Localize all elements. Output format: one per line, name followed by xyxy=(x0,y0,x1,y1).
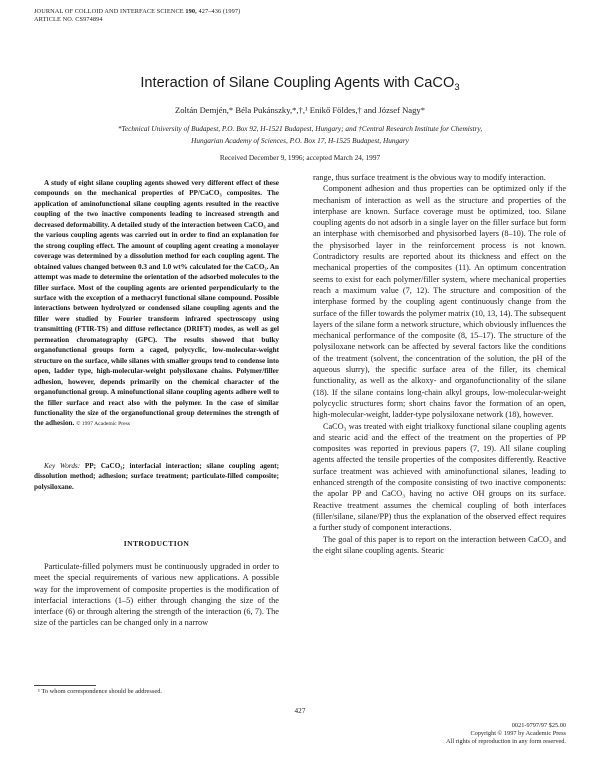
affiliations xyxy=(30,123,570,147)
keywords-label: Key Words: xyxy=(44,462,81,470)
abstract xyxy=(34,178,279,430)
copyright-rights: All rights of reproduction in any form reserved. xyxy=(446,738,566,745)
paper-title-subscript: 3 xyxy=(454,82,460,93)
abstract-text: A study of eight silane coupling agents showed very different effect of these compounds on the mechanical properties of PP/CaCO₃ composites. The application of aminofunctional silane coupling agents resulted in the reactive coupling of the two inactive components leading to increased strength and decreased deformability. A detailed study of the interaction between CaCO₃ and the various coupling agents was carried out in order to find an explanation for the strong coupling effect. The amount of coupling agent creating a monolayer coverage was determined by a dissolution method for each coupling agent. The obtained values changed between 0.3 and 1.0 wt% calculated for the CaCO₃. An attempt was made to determine the orientation of the adsorbed molecules to the filler surface. Most of the coupling agents are oriented perpendicularly to the surface with the exception of a methacryl functional silane compound. Possible interactions between hydrolyzed or condensed silane coupling agents and the filler were studied by Fourier transform infrared spectroscopy using transmitting (FTIR-TS) and diffuse reflectance (DRIFT) modes, as well as gel permeation chromatography (GPC). The results showed that bulky organofunctional groups form a caged, polycyclic, low-molecular-weight structure on the surface, while silanes with smaller groups tend to condense into open, ladder type, high-molecular-weight polysiloxane chains. Polymer/filler adhesion, however, depends primarily on the chemical character of the organofunctional group. A minofunctional silane coupling agents adhere well to the filler surface and react also with the polymer. In the case of similar functionality the size of the organofunctional group determines the strength of the adhesion. xyxy=(34,179,279,428)
affiliation-line-2: Hungarian Academy of Sciences, P.O. Box 17, H-1525 Budapest, Hungary xyxy=(191,136,409,145)
journal-header xyxy=(34,8,240,24)
affiliation-line-1: *Technical University of Budapest, P.O. Box 92, H-1521 Budapest, Hungary; and †Central Research Institute for Chemistry, xyxy=(117,124,483,133)
keywords-text: PP; CaCO₃; interfacial interaction; silane coupling agent; dissolution method; adhesion; surface treatment; particulate-filled composite; polysiloxane. xyxy=(34,462,279,491)
paper-title-main: Interaction of Silane Coupling Agents with CaCO xyxy=(140,75,455,91)
copyright-issn: 0021-9797/97 $25.00 xyxy=(511,722,566,729)
abstract-copyright: © 1997 Academic Press xyxy=(76,421,130,428)
author-list: Zoltán Demjén,* Béla Pukánszky,*,†,¹ Enikő Földes,† and József Nagy* xyxy=(175,105,425,115)
journal-volume: 190, xyxy=(185,8,197,15)
article-number: ARTICLE NO. CS974894 xyxy=(34,16,103,23)
received-date: Received December 9, 1996; accepted March 24, 1997 xyxy=(219,153,381,162)
journal-pages: 427–436 (1997) xyxy=(198,8,241,15)
right-column-paragraph: The goal of this paper is to report on the interaction between CaCO₃ and the eight silane coupling agents. Stearic xyxy=(313,534,566,555)
journal-citation xyxy=(34,8,240,16)
right-column-paragraph: CaCO₃ was treated with eight trialkoxy functional silane coupling agents and stearic acid and the effect of the treatment on the properties of PP composites was reported in previous papers (7, 19). All silane coupling agents affected the tensile properties of the composites differently. Reactive surface treatment was achieved with aminofunctional silanes, leading to enhanced strength of the composite consisting of two inactive components: the apolar PP and CaCO₃ having no active OH groups on its surface. Reactive treatment assumes the chemical coupling of both interfaces (filler/silane, silane/PP) thus the explanation of the observed effect requires a further study of component interactions. xyxy=(313,421,566,533)
paper-title xyxy=(0,75,600,93)
footnote: ¹ To whom correspondence should be addressed. xyxy=(38,688,162,695)
footnote-rule xyxy=(34,685,96,686)
copyright-notice: Copyright © 1997 by Academic Press xyxy=(470,730,566,737)
right-column-paragraph: Component adhesion and thus properties can be optimized only if the mechanism of interaction as well as the structure and properties of the interphase are known. Surface coverage must be optimized, too. Silane coupling agents do not adsorb in a single layer on the filler surface but form an interphase with chemisorbed and physisorbed layers (8–10). The role of the physisorbed layer in the reinforcement process is not known. Contradictory results are reported about its thickness and effect on the mechanical properties of the composites (11). An optimum concentration seems to exist for each polymer/filler system, where mechanical properties reach a maximum value (7, 12). The structure and composition of the interphase formed by the coupling agent continuously change from the surface of the filler towards the polymer matrix (10, 13, 14). The subsequent layers of the silane form a network structure, which obviously influences the mechanical performance of the composite (8, 15–17). The structure of the polysiloxane network can be affected by several factors like the conditions of the treatment (solvent, the concentration of the solution, the pH of the aqueous slurry), the specific surface area of the filler, its chemical functionality, as well as the alkoxy- and organofunctionality of the silane (18). If the silane contains long-chain alkyl groups, low-molecular-weight polycyclic structures form; short chains favor the formation of an open, high-molecular-weight, ladder-type polysiloxane network (18), however. xyxy=(313,184,566,420)
introduction-paragraph: Particulate-filled polymers must be continuously upgraded in order to meet the special requirements of various new applications. A possible way for the improvement of composite properties is the modification of interfacial interactions (1–5) either through changing the size of the interface (6) or through altering the strength of the interaction (6, 7). The size of the particles can be changed only in a narrow xyxy=(34,562,279,628)
journal-name: JOURNAL OF COLLOID AND INTERFACE SCIENCE xyxy=(34,8,184,15)
keywords xyxy=(34,461,279,492)
section-heading-introduction: INTRODUCTION xyxy=(123,539,190,548)
page-number: 427 xyxy=(294,706,306,715)
right-column xyxy=(313,172,566,556)
copyright-block xyxy=(446,722,566,746)
right-column-paragraph: range, thus surface treatment is the obvious way to modify interaction. xyxy=(313,173,546,182)
